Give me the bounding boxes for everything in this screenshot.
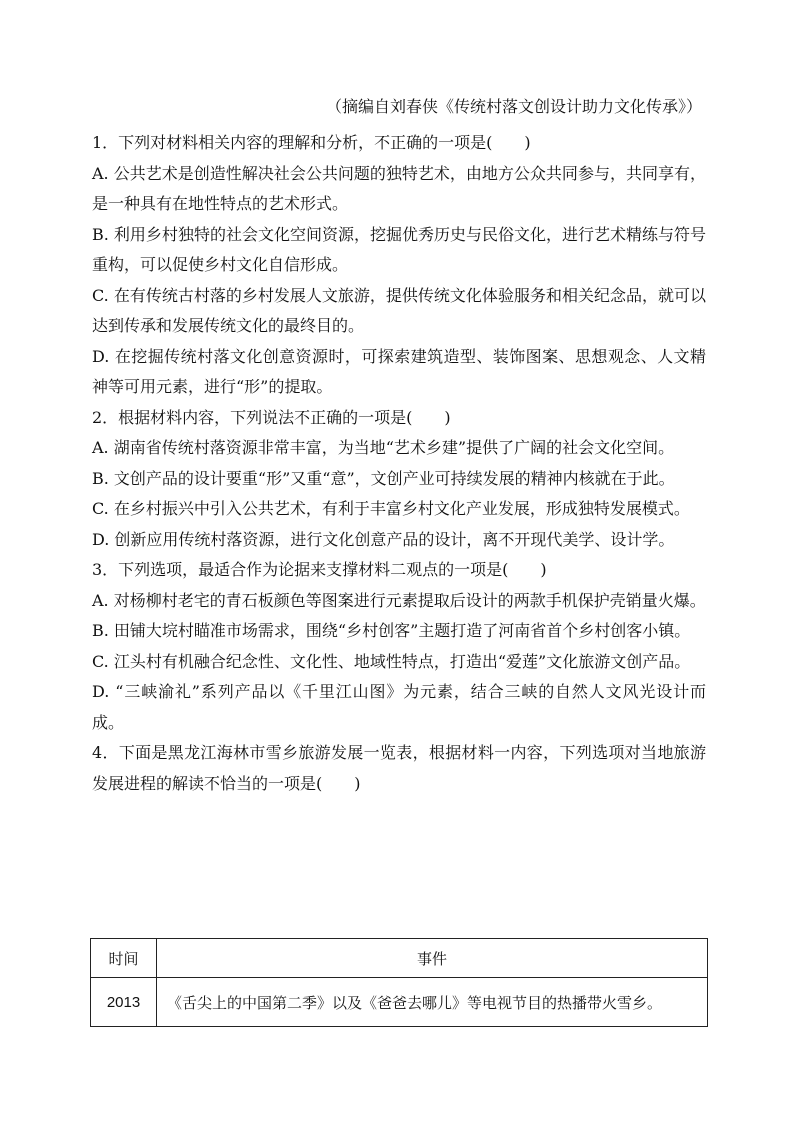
table-row [91, 978, 708, 1027]
question-3-option-b: B. 田铺大垸村瞄准市场需求，围绕“乡村创客”主题打造了河南省首个乡村创客小镇。 [92, 621, 691, 640]
question-2-option-d: D. 创新应用传统村落资源，进行文化创意产品的设计，离不开现代美学、设计学。 [92, 529, 675, 549]
table-cell-time: 2013 [91, 978, 157, 1027]
question-2-option-c: C. 在乡村振兴中引入公共艺术，有利于丰富乡村文化产业发展，形成独特发展模式。 [92, 499, 690, 518]
question-3-option-c: C. 江头村有机融合纪念性、文化性、地域性特点，打造出“爱莲”文化旅游文创产品。 [92, 651, 691, 671]
question-2-stem: 2．根据材料内容，下列说法不正确的一项是( ) [92, 407, 451, 427]
question-2-option-b: B. 文创产品的设计要重“形”又重“意”，文创产业可持续发展的精神内核就在于此。 [92, 468, 675, 488]
question-2-option-a: A. 湖南省传统村落资源非常丰富，为当地“艺术乡建”提供了广阔的社会文化空间。 [92, 438, 675, 457]
question-1-stem: 1．下列对材料相关内容的理解和分析，不正确的一项是( ) [92, 133, 531, 152]
questions-content [92, 128, 706, 799]
table-header-row [91, 939, 708, 978]
table-header-time: 时间 [91, 939, 157, 978]
question-1-option-c: C. 在有传统古村落的乡村发展人文旅游，提供传统文化体验服务和相关纪念品，就可以达到传承和发展传统文化的最终目的。 [92, 285, 706, 335]
table-header-event: 事件 [157, 939, 708, 978]
question-1-option-a: A. 公共艺术是创造性解决社会公共问题的独特艺术，由地方公众共同参与，共同享有，是一种具有在地性特点的艺术形式。 [92, 163, 706, 213]
question-1-option-d: D. 在挖掘传统村落文化创意资源时，可探索建筑造型、装饰图案、思想观念、人文精神等可用元素，进行“形”的提取。 [92, 346, 706, 396]
tourism-events-table [90, 938, 708, 1027]
question-1-option-b: B. 利用乡村独特的社会文化空间资源，挖掘优秀历史与民俗文化，进行艺术精练与符号重构，可以促使乡村文化自信形成。 [92, 224, 706, 274]
table-cell-event: 《舌尖上的中国第二季》以及《爸爸去哪儿》等电视节目的热播带火雪乡。 [157, 978, 708, 1027]
question-4-stem: 4．下面是黑龙江海林市雪乡旅游发展一览表，根据材料一内容，下列选项对当地旅游发展进程的解读不恰当的一项是( ) [92, 743, 706, 793]
source-citation: （摘编自刘春侠《传统村落文创设计助力文化传承》） [325, 97, 702, 116]
question-3-option-a: A. 对杨柳村老宅的青石板颜色等图案进行元素提取后设计的两款手机保护壳销量火爆。 [92, 590, 706, 610]
question-3-option-d: D. “三峡渝礼”系列产品以《千里江山图》为元素，结合三峡的自然人文风光设计而成。 [92, 682, 706, 732]
question-3-stem: 3．下列选项，最适合作为论据来支撑材料二观点的一项是( ) [92, 560, 547, 579]
